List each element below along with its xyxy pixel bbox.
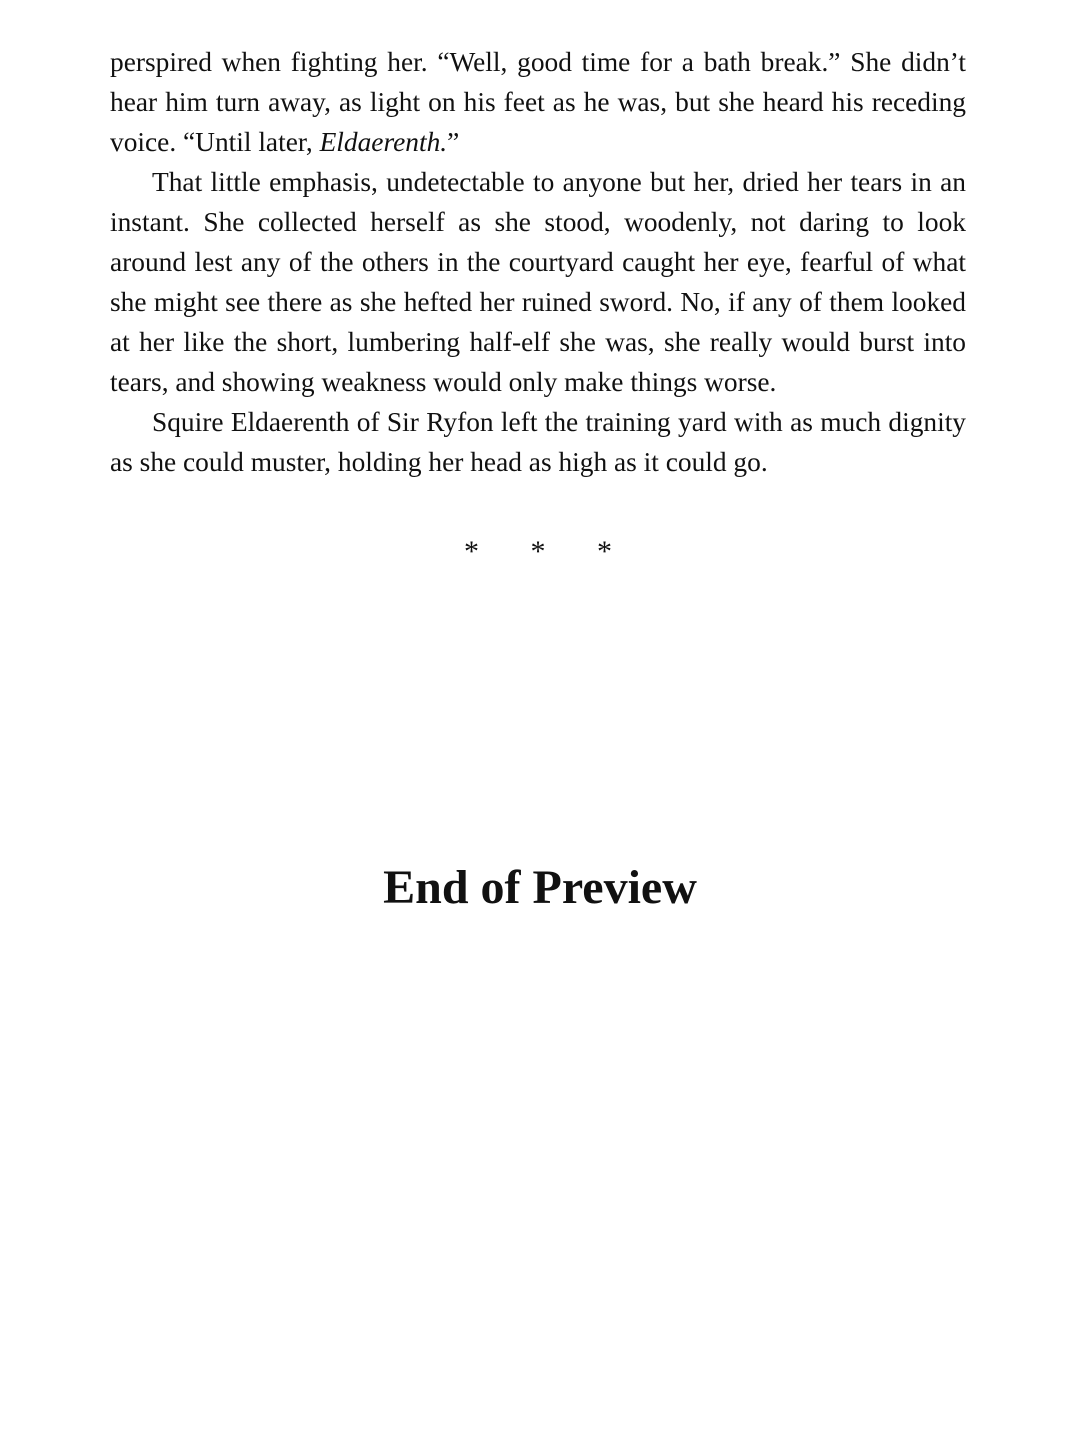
paragraph-2: That little emphasis, undetectable to anyone but her, dried her tears in an instant. She collected herself as she stood, woodenly, not daring to look around lest any of the others in the courtyard caught her eye, fearful of what she might see there as she hefted her ruined sword. No, if any of them looked at her like the short, lumbering half-elf she was, she really would burst into tears, and showing weakness would only make things worse. (110, 167, 966, 397)
paragraph-1-text: perspired when fighting her. “Well, good time for a bath break.” She didn’t hear him turn away, as light on his feet as he was, but she heard his receding voice. “Until later, (110, 47, 966, 157)
book-page (110, 42, 966, 572)
end-of-preview-heading: End of Preview (383, 861, 697, 914)
paragraph-1-closing-quote: ” (447, 127, 460, 157)
paragraph-1 (110, 42, 966, 162)
paragraph-3: Squire Eldaerenth of Sir Ryfon left the training yard with as much dignity as she could muster, holding her head as high as it could go. (110, 407, 966, 477)
scene-break: * * * (464, 535, 634, 568)
paragraph-1-italic-name: Eldaerenth. (319, 127, 448, 157)
